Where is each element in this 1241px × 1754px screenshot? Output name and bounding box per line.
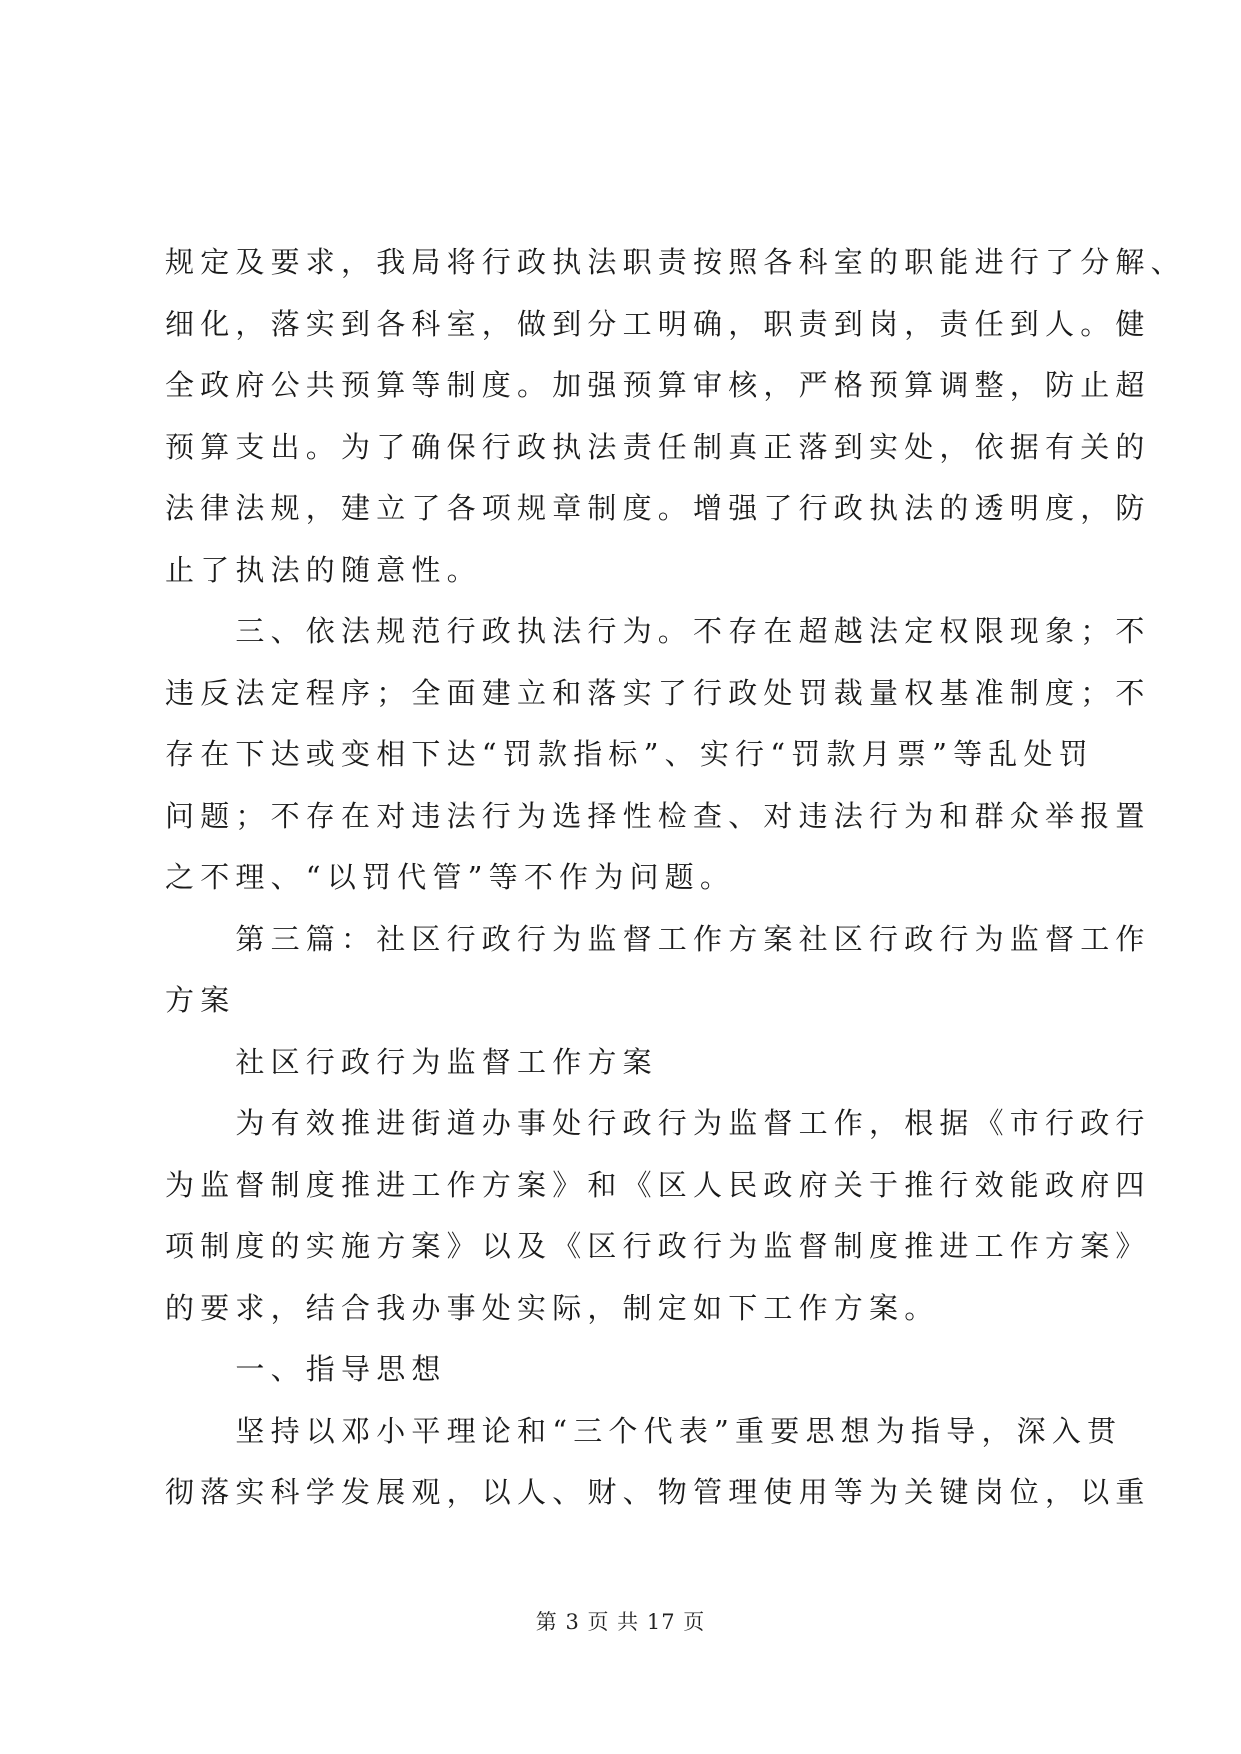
text-line: 规定及要求，我局将行政执法职责按照各科室的职能进行了分解、: [165, 245, 1186, 279]
text-line: 止了执法的随意性。: [165, 552, 482, 587]
document-body: [165, 232, 1186, 1524]
text-line: 之不理、“以罚代管”等不作为问题。: [165, 860, 736, 894]
section-heading: 社区行政行为监督工作方案: [165, 1044, 658, 1079]
section-heading: 一、指导思想: [165, 1352, 447, 1386]
text-line: 三、依法规范行政执法行为。不存在超越法定权限现象；不: [165, 614, 1151, 648]
text-line: 第三篇：社区行政行为监督工作方案社区行政行为监督工作: [165, 921, 1151, 956]
text-line: 坚持以邓小平理论和“三个代表”重要思想为指导，深入贯: [165, 1413, 1123, 1448]
text-line: 存在下达或变相下达“罚款指标”、实行“罚款月票”等乱处罚: [165, 737, 1094, 771]
text-line: 违反法定程序；全面建立和落实了行政处罚裁量权基准制度；不: [165, 675, 1151, 710]
text-line: 为有效推进街道办事处行政行为监督工作，根据《市行政行: [165, 1106, 1151, 1140]
text-line: 预算支出。为了确保行政执法责任制真正落到实处，依据有关的: [165, 429, 1151, 464]
text-line: 细化，落实到各科室，做到分工明确，职责到岗，责任到人。健: [165, 306, 1151, 341]
text-line: 为监督制度推进工作方案》和《区人民政府关于推行效能政府四: [165, 1167, 1151, 1202]
text-line: 项制度的实施方案》以及《区行政行为监督制度推进工作方案》: [165, 1229, 1151, 1263]
text-line: 全政府公共预算等制度。加强预算审核，严格预算调整，防止超: [165, 368, 1151, 402]
text-line: 方案: [165, 983, 236, 1017]
text-line: 的要求，结合我办事处实际，制定如下工作方案。: [165, 1290, 940, 1325]
text-line: 法律法规，建立了各项规章制度。增强了行政执法的透明度，防: [165, 491, 1151, 525]
text-line: 问题；不存在对违法行为选择性检查、对违法行为和群众举报置: [165, 798, 1151, 833]
text-line: 彻落实科学发展观，以人、财、物管理使用等为关键岗位，以重: [165, 1475, 1151, 1509]
page-number-footer: 第 3 页 共 17 页: [535, 1610, 706, 1634]
